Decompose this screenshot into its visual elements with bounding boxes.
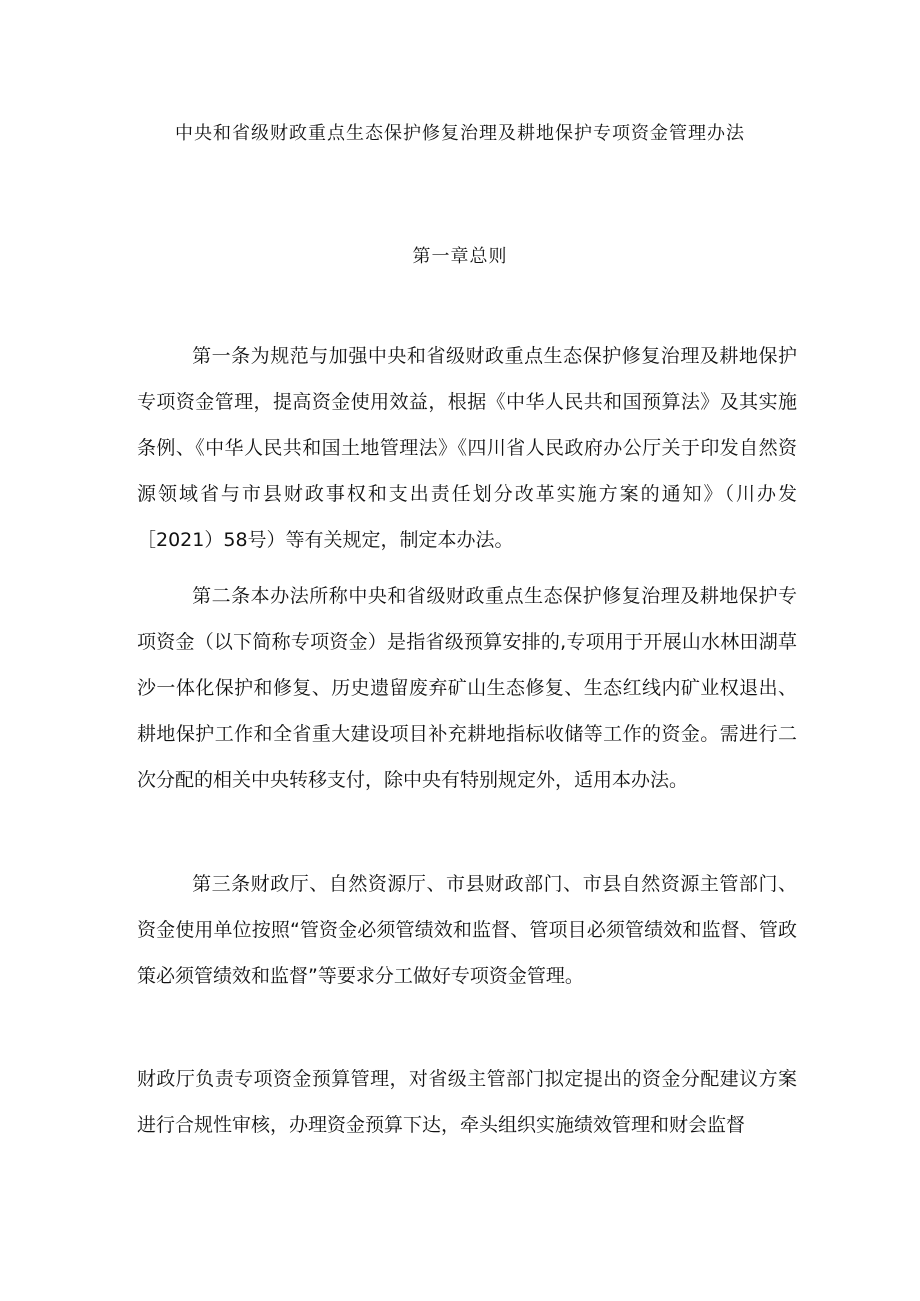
finance-department-duties-paragraph: 财政厅负责专项资金预算管理，对省级主管部门拟定提出的资金分配建议方案进行合规性审核，办理资金预算下达，牵头组织实施绩效管理和财会监督 [137,1068,797,1136]
article-2-paragraph: 第二条本办法所称中央和省级财政重点生态保护修复治理及耕地保护专项资金（以下简称专项资金）是指省级预算安排的,专项用于开展山水林田湖草沙一体化保护和修复、历史遗留废弃矿山生态修复、生态红线内矿业权退出、耕地保护工作和全省重大建设项目补充耕地指标收储等工作的资金。需进行二次分配的相关中央转移支付，除中央有特别规定外，适用本办法。 [137,585,797,791]
article-1-paragraph: 第一条为规范与加强中央和省级财政重点生态保护修复治理及耕地保护专项资金管理，提高资金使用效益，根据《中华人民共和国预算法》及其实施条例、《中华人民共和国土地管理法》《四川省人民政府办公厅关于印发自然资源领域省与市县财政事权和支出责任划分改革实施方案的通知》（川办发［2021）58号）等有关规定，制定本办法。 [137,345,797,551]
chapter-heading: 第一章总则 [412,246,508,267]
document-title: 中央和省级财政重点生态保护修复治理及耕地保护专项资金管理办法 [175,123,745,144]
article-3-paragraph: 第三条财政厅、自然资源厅、市县财政部门、市县自然资源主管部门、资金使用单位按照“管资金必须管绩效和监督、管项目必须管绩效和监督、管政策必须管绩效和监督”等要求分工做好专项资金管理。 [137,873,797,987]
